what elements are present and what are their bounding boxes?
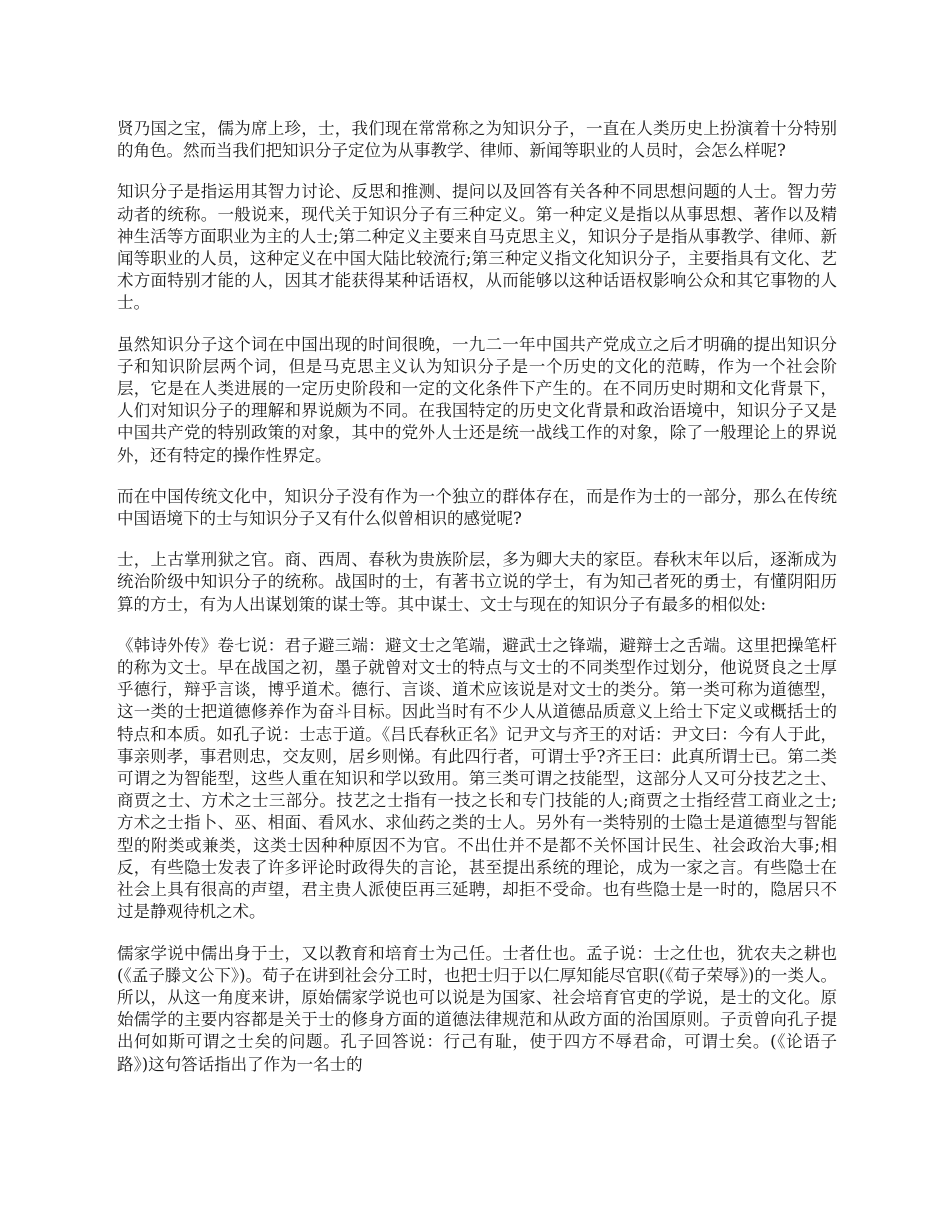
document-page [117,118,837,1095]
paragraph: 儒家学说中儒出身于士，又以教育和培育士为己任。士者仕也。孟子说：士之仕也，犹农夫之耕也(《孟子滕文公下》)。荀子在讲到社会分工时，也把士归于以仁厚知能尽官职(《荀子荣辱》)的一类人。所以，从这一角度来讲，原始儒家学说也可以说是为国家、社会培育官吏的学说，是士的文化。原始儒学的主要内容都是关于士的修身方面的道德法律规范和从政方面的治国原则。子贡曾向孔子提出何如斯可谓之士矣的问题。孔子回答说：行己有耻，使于四方不辱君命，可谓士矣。(《论语子路》)这句答话指出了作为一名士的 [117,943,837,1074]
paragraph: 士，上古掌刑狱之官。商、西周、春秋为贵族阶层，多为卿大夫的家臣。春秋末年以后，逐渐成为统治阶级中知识分子的统称。战国时的士，有著书立说的学士，有为知己者死的勇士，有懂阴阳历算的方士，有为人出谋划策的谋士等。其中谋士、文士与现在的知识分子有最多的相似处: [117,550,837,614]
paragraph: 知识分子是指运用其智力讨论、反思和推测、提问以及回答有关各种不同思想问题的人士。智力劳动者的统称。一般说来，现代关于知识分子有三种定义。第一种定义是指以从事思想、著作以及精神生活等方面职业为主的人士;第二种定义主要来自马克思主义，知识分子是指从事教学、律师、新闻等职业的人员，这种定义在中国大陆比较流行;第三种定义指文化知识分子，主要指具有文化、艺术方面特别才能的人，因其才能获得某种话语权，从而能够以这种话语权影响公众和其它事物的人士。 [117,182,837,313]
paragraph: 贤乃国之宝，儒为席上珍，士，我们现在常常称之为知识分子，一直在人类历史上扮演着十分特别的角色。然而当我们把知识分子定位为从事教学、律师、新闻等职业的人员时，会怎么样呢? [117,119,837,161]
paragraph: 《韩诗外传》卷七说：君子避三端：避文士之笔端，避武士之锋端，避辩士之舌端。这里把操笔杆的称为文士。早在战国之初，墨子就曾对文士的特点与文士的不同类型作过划分，他说贤良之士厚乎德行，辩乎言谈，博乎道术。德行、言谈、道术应该说是对文士的类分。第一类可称为道德型，这一类的士把道德修养作为奋斗目标。因此当时有不少人从道德品质意义上给士下定义或概括士的特点和本质。如孔子说：士志于道。《吕氏春秋正名》记尹文与齐王的对话：尹文曰：今有人于此，事亲则孝，事君则忠，交友则，居乡则悌。有此四行者，可谓士乎?齐王曰：此真所谓士已。第二类可谓之为智能型，这些人重在知识和学以致用。第三类可谓之技能型，这部分人又可分技艺之士、商贾之士、方术之士三部分。技艺之士指有一技之长和专门技能的人;商贾之士指经营工商业之士;方术之士指卜、巫、相面、看风水、求仙药之类的士人。另外有一类特别的士隐士是道德型与智能型的附类或兼类，这类士因种种原因不为官。不出仕并不是都不关怀国计民生、社会政治大事;相反，有些隐士发表了许多评论时政得失的言论，甚至提出系统的理论，成为一家之言。有些隐士在社会上具有很高的声望，君主贵人派使臣再三延聘，却拒不受命。也有些隐士是一时的，隐居只不过是静观待机之术。 [117,635,837,922]
paragraph: 虽然知识分子这个词在中国出现的时间很晚，一九二一年中国共产党成立之后才明确的提出知识分子和知识阶层两个词，但是马克思主义认为知识分子是一个历史的文化的范畴，作为一个社会阶层，它是在人类进展的一定历史阶段和一定的文化条件下产生的。在不同历史时期和文化背景下，人们对知识分子的理解和界说颇为不同。在我国特定的历史文化背景和政治语境中，知识分子又是中国共产党的特别政策的对象，其中的党外人士还是统一战线工作的对象，除了一般理论上的界说外，还有特定的操作性界定。 [117,334,837,465]
paragraph: 而在中国传统文化中，知识分子没有作为一个独立的群体存在，而是作为士的一部分，那么在传统中国语境下的士与知识分子又有什么似曾相识的感觉呢? [117,486,837,529]
